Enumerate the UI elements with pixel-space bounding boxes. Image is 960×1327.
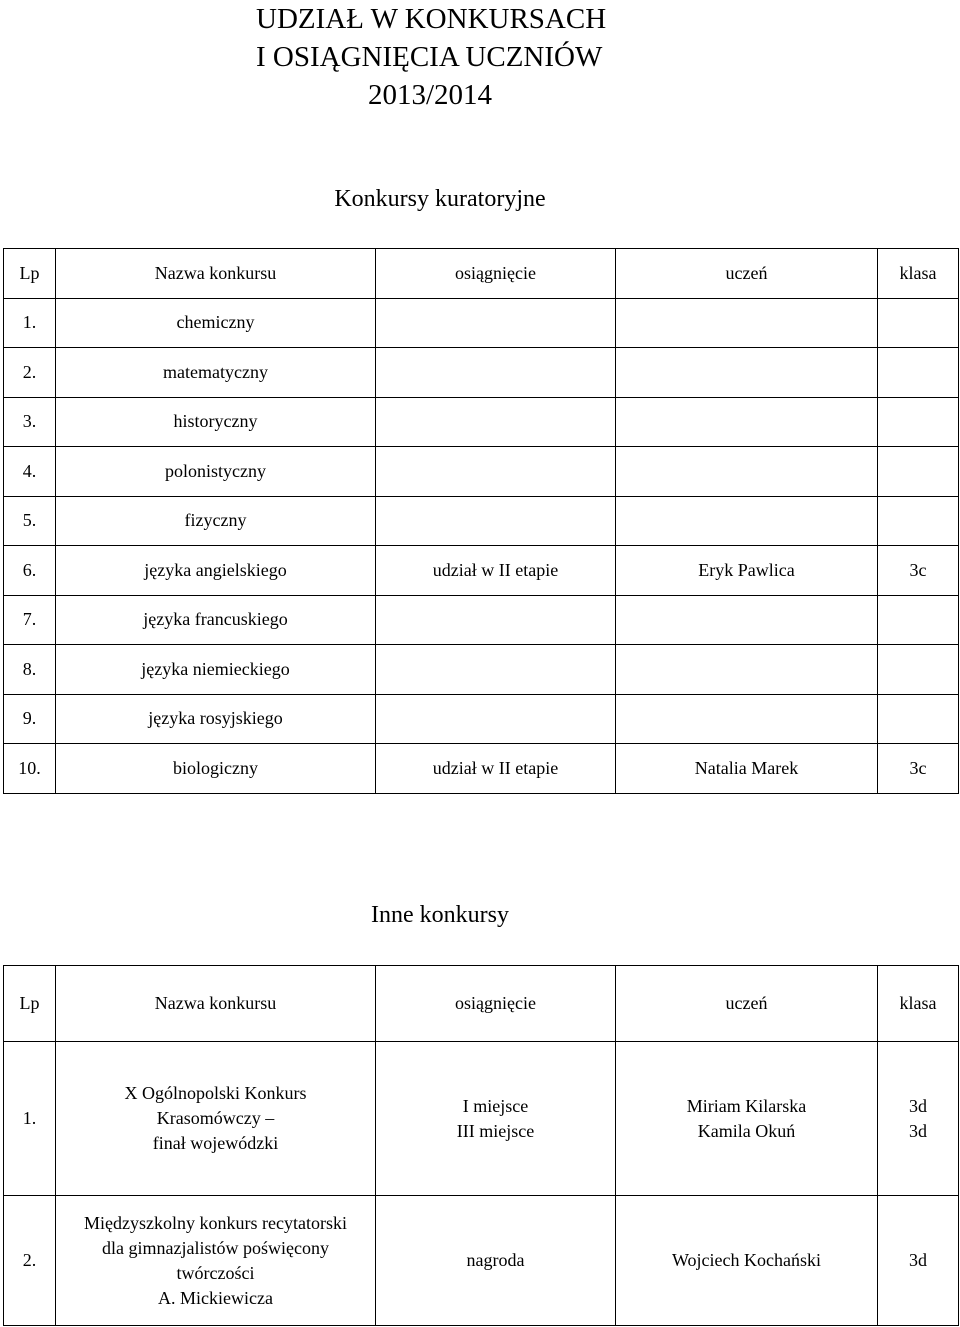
cell-student: Natalia Marek: [616, 744, 878, 794]
cell-name: matematyczny: [56, 348, 376, 398]
cell-student: [616, 298, 878, 348]
title-line-1: UDZIAŁ W KONKURSACH: [256, 3, 607, 35]
cell-name: fizyczny: [56, 496, 376, 546]
cell-lp: 4.: [4, 447, 56, 497]
cell-student: [616, 1196, 878, 1326]
cell-line: nagroda: [466, 1250, 525, 1270]
cell-student: [616, 1042, 878, 1196]
cell-student: [616, 694, 878, 744]
cell-achievement: udział w II etapie: [376, 546, 616, 596]
table-row: [4, 1042, 959, 1196]
cell-line: finał wojewódzki: [152, 1133, 279, 1153]
cell-student: [616, 645, 878, 695]
cell-achievement: [376, 595, 616, 645]
cell-achievement: [376, 447, 616, 497]
cell-line: III miejsce: [456, 1120, 535, 1141]
cell-achievement: [376, 298, 616, 348]
header-lp: Lp: [4, 966, 56, 1042]
cell-name: języka niemieckiego: [56, 645, 376, 695]
cell-class: [878, 447, 959, 497]
cell-class: [878, 298, 959, 348]
table-row: [4, 298, 959, 348]
cell-class: [878, 397, 959, 447]
cell-lp: 9.: [4, 694, 56, 744]
cell-lp: 6.: [4, 546, 56, 596]
cell-class: [878, 1042, 959, 1196]
cell-name: [56, 1042, 376, 1196]
table-row: [4, 397, 959, 447]
cell-line: twórczości: [176, 1262, 255, 1283]
table-row: [4, 595, 959, 645]
cell-name: polonistyczny: [56, 447, 376, 497]
cell-line: 3d: [909, 1095, 927, 1116]
table-header-row: [4, 966, 959, 1042]
header-class: klasa: [878, 966, 959, 1042]
table-row: [4, 496, 959, 546]
cell-achievement: [376, 496, 616, 546]
cell-class: [878, 694, 959, 744]
cell-name: historyczny: [56, 397, 376, 447]
cell-lp: 10.: [4, 744, 56, 794]
cell-achievement: [376, 645, 616, 695]
cell-lp: 2.: [4, 348, 56, 398]
cell-lp: 7.: [4, 595, 56, 645]
cell-lp: 3.: [4, 397, 56, 447]
cell-class: [878, 595, 959, 645]
cell-name: języka francuskiego: [56, 595, 376, 645]
cell-line: dla gimnazjalistów poświęcony: [102, 1237, 329, 1258]
cell-line: 3d: [909, 1250, 927, 1270]
cell-student: [616, 595, 878, 645]
title-line-2: I OSIĄGNIĘCIA UCZNIÓW: [256, 41, 603, 73]
cell-name: chemiczny: [56, 298, 376, 348]
cell-name: języka rosyjskiego: [56, 694, 376, 744]
table-row: [4, 744, 959, 794]
cell-lp: 5.: [4, 496, 56, 546]
table-row: [4, 447, 959, 497]
cell-name: [56, 1196, 376, 1326]
table-row: [4, 1196, 959, 1326]
cell-student: [616, 496, 878, 546]
cell-achievement: [376, 397, 616, 447]
cell-line: A. Mickiewicza: [158, 1287, 273, 1308]
cell-lp: 2.: [4, 1196, 56, 1326]
header-name: Nazwa konkursu: [56, 249, 376, 299]
header-class: klasa: [878, 249, 959, 299]
cell-student: [616, 348, 878, 398]
cell-class: 3c: [878, 546, 959, 596]
cell-line: Kamila Okuń: [697, 1120, 796, 1141]
section-heading-inne: Inne konkursy: [371, 902, 509, 928]
section-heading-kuratoryjne: Konkursy kuratoryjne: [334, 186, 546, 212]
cell-name: języka angielskiego: [56, 546, 376, 596]
table-row: [4, 694, 959, 744]
cell-line: 3d: [909, 1120, 927, 1141]
cell-class: [878, 645, 959, 695]
header-lp: Lp: [4, 249, 56, 299]
cell-line: I miejsce: [462, 1095, 529, 1116]
cell-class: [878, 348, 959, 398]
cell-name: biologiczny: [56, 744, 376, 794]
cell-achievement: [376, 1196, 616, 1326]
cell-lp: 1.: [4, 298, 56, 348]
table-row: [4, 348, 959, 398]
header-student: uczeń: [616, 966, 878, 1042]
header-name: Nazwa konkursu: [56, 966, 376, 1042]
cell-achievement: udział w II etapie: [376, 744, 616, 794]
table-row: [4, 546, 959, 596]
cell-achievement: [376, 348, 616, 398]
cell-student: Eryk Pawlica: [616, 546, 878, 596]
cell-line: Wojciech Kochański: [671, 1250, 821, 1270]
header-achievement: osiągnięcie: [376, 249, 616, 299]
cell-line: Miriam Kilarska: [686, 1095, 807, 1116]
table-header-row: [4, 249, 959, 299]
header-achievement: osiągnięcie: [376, 966, 616, 1042]
cell-line: Krasomówczy –: [156, 1108, 275, 1128]
cell-line: X Ogólnopolski Konkurs: [124, 1083, 307, 1103]
cell-class: [878, 496, 959, 546]
cell-lp: 8.: [4, 645, 56, 695]
header-student: uczeń: [616, 249, 878, 299]
cell-student: [616, 447, 878, 497]
document-title: [256, 0, 606, 114]
cell-class: 3c: [878, 744, 959, 794]
title-year: 2013/2014: [368, 79, 493, 111]
cell-achievement: [376, 694, 616, 744]
cell-student: [616, 397, 878, 447]
cell-lp: 1.: [4, 1042, 56, 1196]
cell-line: Międzyszkolny konkurs recytatorski: [84, 1212, 347, 1233]
table-inne: [3, 965, 959, 1326]
table-kuratoryjne: [3, 248, 959, 794]
cell-achievement: [376, 1042, 616, 1196]
cell-class: [878, 1196, 959, 1326]
table-row: [4, 645, 959, 695]
